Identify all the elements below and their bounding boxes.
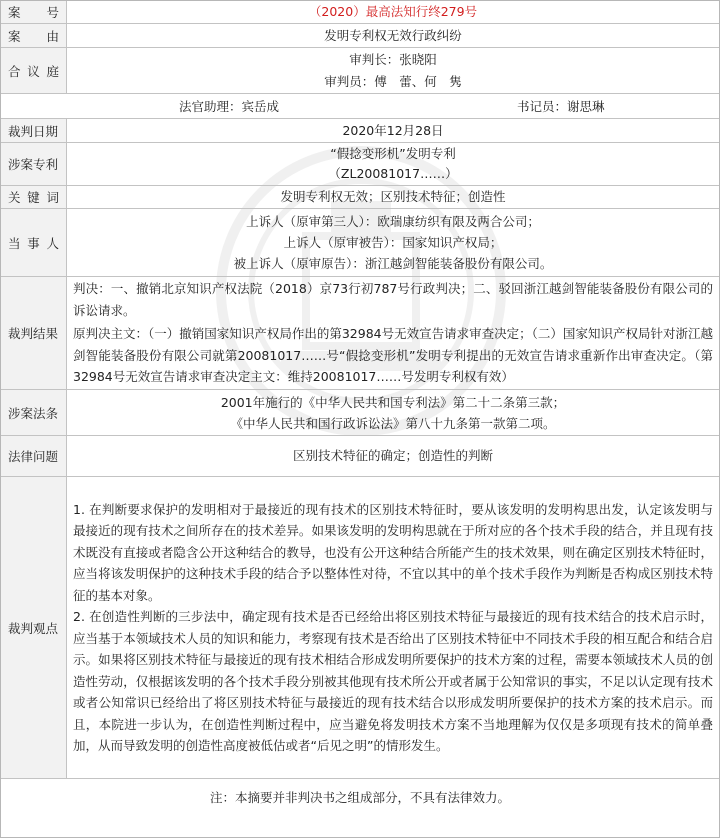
label-judgment-date: 裁判日期 bbox=[1, 119, 67, 142]
viewpoint-1: 1. 在判断要求保护的发明相对于最接近的现有技术的区别技术特征时，要从该发明的发明构思出发，认定该发明与最接近的现有技术之间所存在的技术差异。如果该发明的发明构思就在于所对应的各个技术手段的结合，并且现有技术既没有直接或者隐含公开这种结合的教导，也没有公开这种结合所能产生的技术效果，则在确定区别技术特征时，应当将该发明保护的这种技术手段的结合予以整体性对待，不宜以其中的单个技术手段作为判断是否构成区别技术特征的基本对象。 bbox=[73, 501, 713, 603]
row-judgment-date bbox=[1, 119, 719, 143]
clerk: 书记员：谢思琳 bbox=[517, 99, 605, 114]
row-assistants bbox=[1, 94, 719, 119]
case-cause-value: 发明专利权无效行政纠纷 bbox=[324, 27, 462, 43]
judge-assistant: 法官助理：宾岳成 bbox=[179, 99, 280, 114]
label-keywords: 关 键 词 bbox=[1, 186, 67, 208]
viewpoints-value bbox=[67, 477, 719, 778]
row-viewpoints bbox=[1, 477, 719, 779]
row-note bbox=[1, 779, 719, 817]
result-original: 原判决主文：（一）撤销国家知识产权局作出的第32984号无效宣告请求审查决定；（二）国家知识产权局针对浙江越剑智能装备股份有限公司就第20081017……号“假捻变形机”发明专利提出的无效宣告请求重新作出审查决定。（第32984号无效宣告请求审查决定主文：维持20081017……号发明专利权有效） bbox=[73, 326, 713, 385]
case-number-value: （2020）最高法知行终279号 bbox=[308, 4, 478, 19]
row-keywords bbox=[1, 186, 719, 209]
judges: 审判员：傅 蕾、何 隽 bbox=[324, 73, 462, 89]
row-case-cause bbox=[1, 24, 719, 48]
judgment-date-value: 2020年12月28日 bbox=[342, 122, 444, 138]
row-patent bbox=[1, 143, 719, 186]
result-value bbox=[67, 277, 719, 389]
label-panel: 合 议 庭 bbox=[1, 48, 67, 93]
row-laws bbox=[1, 390, 719, 436]
keywords-value: 发明专利权无效；区别技术特征；创造性 bbox=[280, 189, 506, 204]
label-issue: 法律问题 bbox=[1, 436, 67, 476]
viewpoint-2: 2. 在创造性判断的三步法中，确定现有技术是否已经给出将区别技术特征与最接近的现有技术结合的技术启示时，应当基于本领域技术人员的知识和能力，考察现有技术是否给出了区别技术特征中不同技术手段的相互配合和结合启示。如果将区别技术特征与最接近的现有技术相结合形成发明所要保护的技术方案的过程，需要本领域技术人员的创造性劳动，仅根据该发明的各个技术手段分别被其他现有技术所公开或者属于公知常识的事实，不足以认定现有技术或者公知常识已经给出了将区别技术特征与最接近的现有技术结合以形成发明所要保护的技术方案的技术启示。而且，本院进一步认为，在创造性判断过程中，应当避免将发明技术方案不当地理解为仅仅是多项现有技术的简单叠加，从而导致发明的创造性高度被低估或者“后见之明”的情形发生。 bbox=[73, 609, 713, 753]
label-patent: 涉案专利 bbox=[1, 143, 67, 185]
row-result bbox=[1, 277, 719, 390]
parties-value bbox=[67, 209, 719, 276]
row-case-number bbox=[1, 1, 719, 24]
label-case-cause: 案 由 bbox=[1, 24, 67, 47]
assistants-value bbox=[1, 94, 719, 118]
label-viewpoints: 裁判观点 bbox=[1, 477, 67, 778]
result-judgment: 判决：一、撤销北京知识产权法院（2018）京73行初787号行政判决；二、驳回浙江越剑智能装备股份有限公司的诉讼请求。 bbox=[73, 281, 713, 318]
label-parties: 当 事 人 bbox=[1, 209, 67, 276]
row-panel bbox=[1, 48, 719, 94]
patent-value bbox=[67, 143, 719, 185]
label-case-number: 案 号 bbox=[1, 1, 67, 23]
chief-judge: 审判长：张晓阳 bbox=[349, 51, 437, 67]
panel-value bbox=[67, 48, 719, 93]
party-appellee: 被上诉人（原审原告）：浙江越剑智能装备股份有限公司。 bbox=[233, 256, 553, 271]
laws-value bbox=[67, 390, 719, 435]
law-2: 《中华人民共和国行政诉讼法》第八十九条第一款第二项。 bbox=[230, 415, 556, 431]
patent-number: （ZL20081017……） bbox=[328, 166, 458, 181]
patent-title: “假捻变形机”发明专利 bbox=[330, 146, 456, 161]
row-parties bbox=[1, 209, 719, 277]
label-laws: 涉案法条 bbox=[1, 390, 67, 435]
issue-value: 区别技术特征的确定；创造性的判断 bbox=[292, 448, 493, 463]
party-appellant-2: 上诉人（原审被告）：国家知识产权局； bbox=[283, 235, 503, 250]
note: 注：本摘要并非判决书之组成部分，不具有法律效力。 bbox=[209, 790, 510, 805]
row-issue bbox=[1, 436, 719, 477]
law-1: 2001年施行的《中华人民共和国专利法》第二十二条第三款； bbox=[220, 394, 566, 410]
party-appellant-1: 上诉人（原审第三人）：欧瑞康纺织有限及两合公司； bbox=[246, 214, 540, 229]
label-result: 裁判结果 bbox=[1, 277, 67, 389]
